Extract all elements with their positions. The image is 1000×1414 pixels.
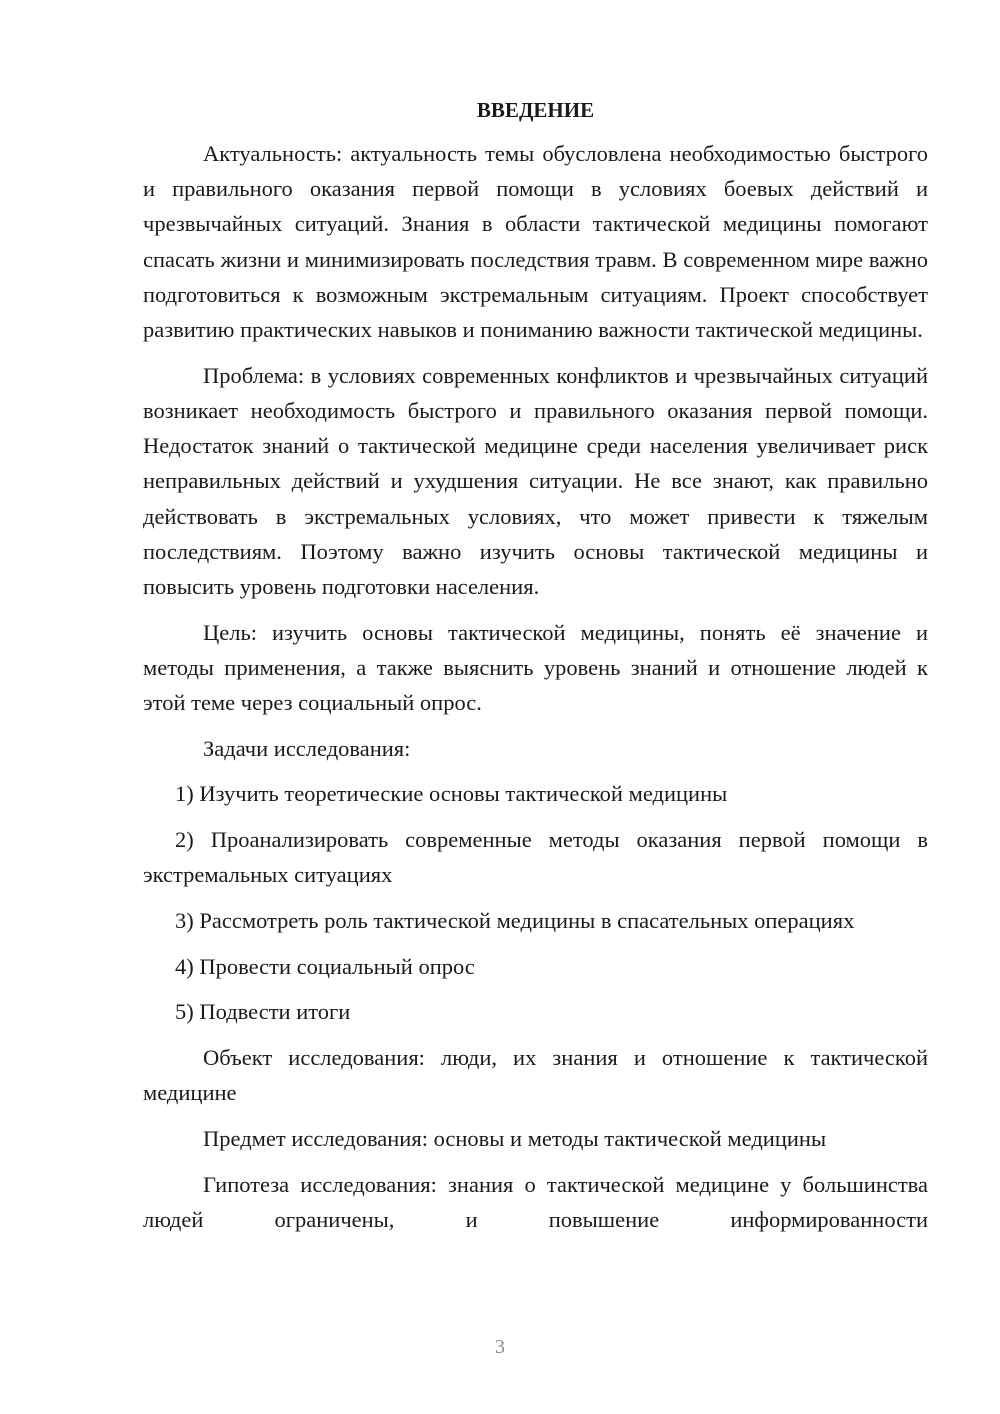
paragraph-tasks-heading: Задачи исследования: [203,735,411,761]
paragraph-relevance: Актуальность: актуальность темы обусловлена необходимостью быстрого и правильного оказания первой помощи в условиях боевых действий и чрезвычайных ситуаций. Знания в области тактической медицины помогают спасать жизни и минимизировать последствия травм. В современном мире важно подготовиться к возможным экстремальным ситуациям. Проект способствует развитию практических навыков и пониманию важности тактической медицины. [143,141,928,343]
task-item-3: 3) Рассмотреть роль тактической медицины в спасательных операциях [175,908,855,934]
document-page [143,90,928,1237]
paragraph-hypothesis: Гипотеза исследования: знания о тактической медицине у большинства людей ограничены, и повышение информированности [143,1171,928,1232]
page-number: 3 [495,1336,505,1358]
task-item-4: 4) Провести социальный опрос [175,953,475,979]
paragraph-problem: Проблема: в условиях современных конфликтов и чрезвычайных ситуаций возникает необходимость быстрого и правильного оказания первой помощи. Недостаток знаний о тактической медицине среди населения увеличивает риск неправильных действий и ухудшения ситуации. Не все знают, как правильно действовать в экстремальных условиях, что может привести к тяжелым последствиям. Поэтому важно изучить основы тактической медицины и повысить уровень подготовки населения. [143,362,928,599]
paragraph-object: Объект исследования: люди, их знания и отношение к тактической медицине [143,1045,928,1106]
paragraph-goal: Цель: изучить основы тактической медицины, понять её значение и методы применения, а также выяснить уровень знаний и отношение людей к этой теме через социальный опрос. [143,619,928,716]
section-title: ВВЕДЕНИЕ [476,98,595,122]
paragraph-subject: Предмет исследования: основы и методы тактической медицины [203,1126,827,1152]
task-item-5: 5) Подвести итоги [175,999,351,1025]
task-item-2: 2) Проанализировать современные методы оказания первой помощи в экстремальных ситуациях [143,827,928,888]
task-item-1: 1) Изучить теоретические основы тактической медицины [175,781,728,807]
